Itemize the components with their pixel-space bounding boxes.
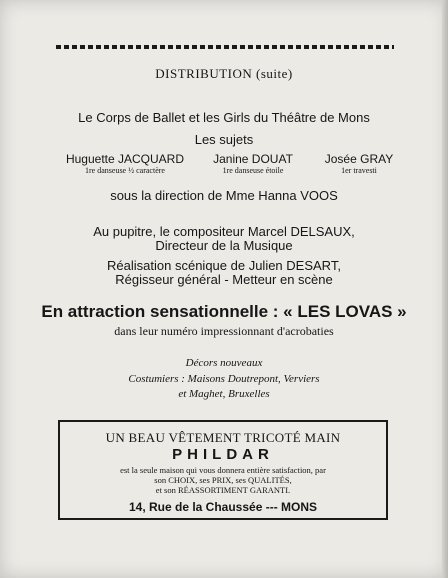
dancer-role: 1re danseuse étoile bbox=[222, 166, 284, 175]
dancer-role: 1er travesti bbox=[341, 166, 377, 175]
staging-line-2: Régisseur général - Metteur en scène bbox=[115, 272, 333, 287]
ad-address: 14, Rue de la Chaussée --- MONS bbox=[128, 500, 318, 514]
dancer-3 bbox=[314, 152, 404, 176]
costumiers-line-2: et Maghet, Bruxelles bbox=[178, 388, 270, 400]
ad-body-line-1: est la seule maison qui vous donnera entière satisfaction, par bbox=[120, 465, 326, 475]
ad-brand: PHILDAR bbox=[172, 446, 274, 463]
ad-tagline: UN BEAU VÊTEMENT TRICOTÉ MAIN bbox=[105, 430, 341, 445]
attraction-subline: dans leur numéro impressionnant d'acrobaties bbox=[114, 324, 334, 338]
dancer-2 bbox=[198, 152, 308, 176]
corps-de-ballet-line: Le Corps de Ballet et les Girls du Théâtre de Mons bbox=[78, 110, 370, 125]
music-line-2: Directeur de la Musique bbox=[155, 238, 293, 253]
music-line-1: Au pupitre, le compositeur Marcel DELSAUX, bbox=[93, 224, 355, 239]
dancer-name: Josée GRAY bbox=[324, 152, 394, 166]
top-dashed-rule bbox=[56, 45, 394, 49]
dancer-name: Janine DOUAT bbox=[213, 152, 293, 166]
phildar-advertisement bbox=[58, 420, 388, 520]
costumiers-line-1: Costumiers : Maisons Doutrepont, Verviers bbox=[128, 373, 320, 385]
page-edge bbox=[442, 0, 448, 578]
sujets-label: Les sujets bbox=[194, 132, 254, 147]
staging-line-1: Réalisation scénique de Julien DESART, bbox=[107, 258, 341, 273]
attraction-headline: En attraction sensationnelle : « LES LOVAS » bbox=[41, 302, 407, 321]
ad-body-line-3: et son RÉASSORTIMENT GARANTI. bbox=[155, 485, 291, 495]
ad-body-line-2: son CHOIX, ses PRIX, ses QUALITÉS, bbox=[154, 475, 292, 485]
decors-line: Décors nouveaux bbox=[185, 357, 263, 369]
page-title: DISTRIBUTION (suite) bbox=[155, 66, 293, 81]
direction-line: sous la direction de Mme Hanna VOOS bbox=[110, 188, 338, 203]
dancer-1 bbox=[55, 152, 195, 176]
dancer-name: Huguette JACQUARD bbox=[65, 152, 185, 166]
dancer-role: 1re danseuse ½ caractère bbox=[85, 166, 165, 175]
